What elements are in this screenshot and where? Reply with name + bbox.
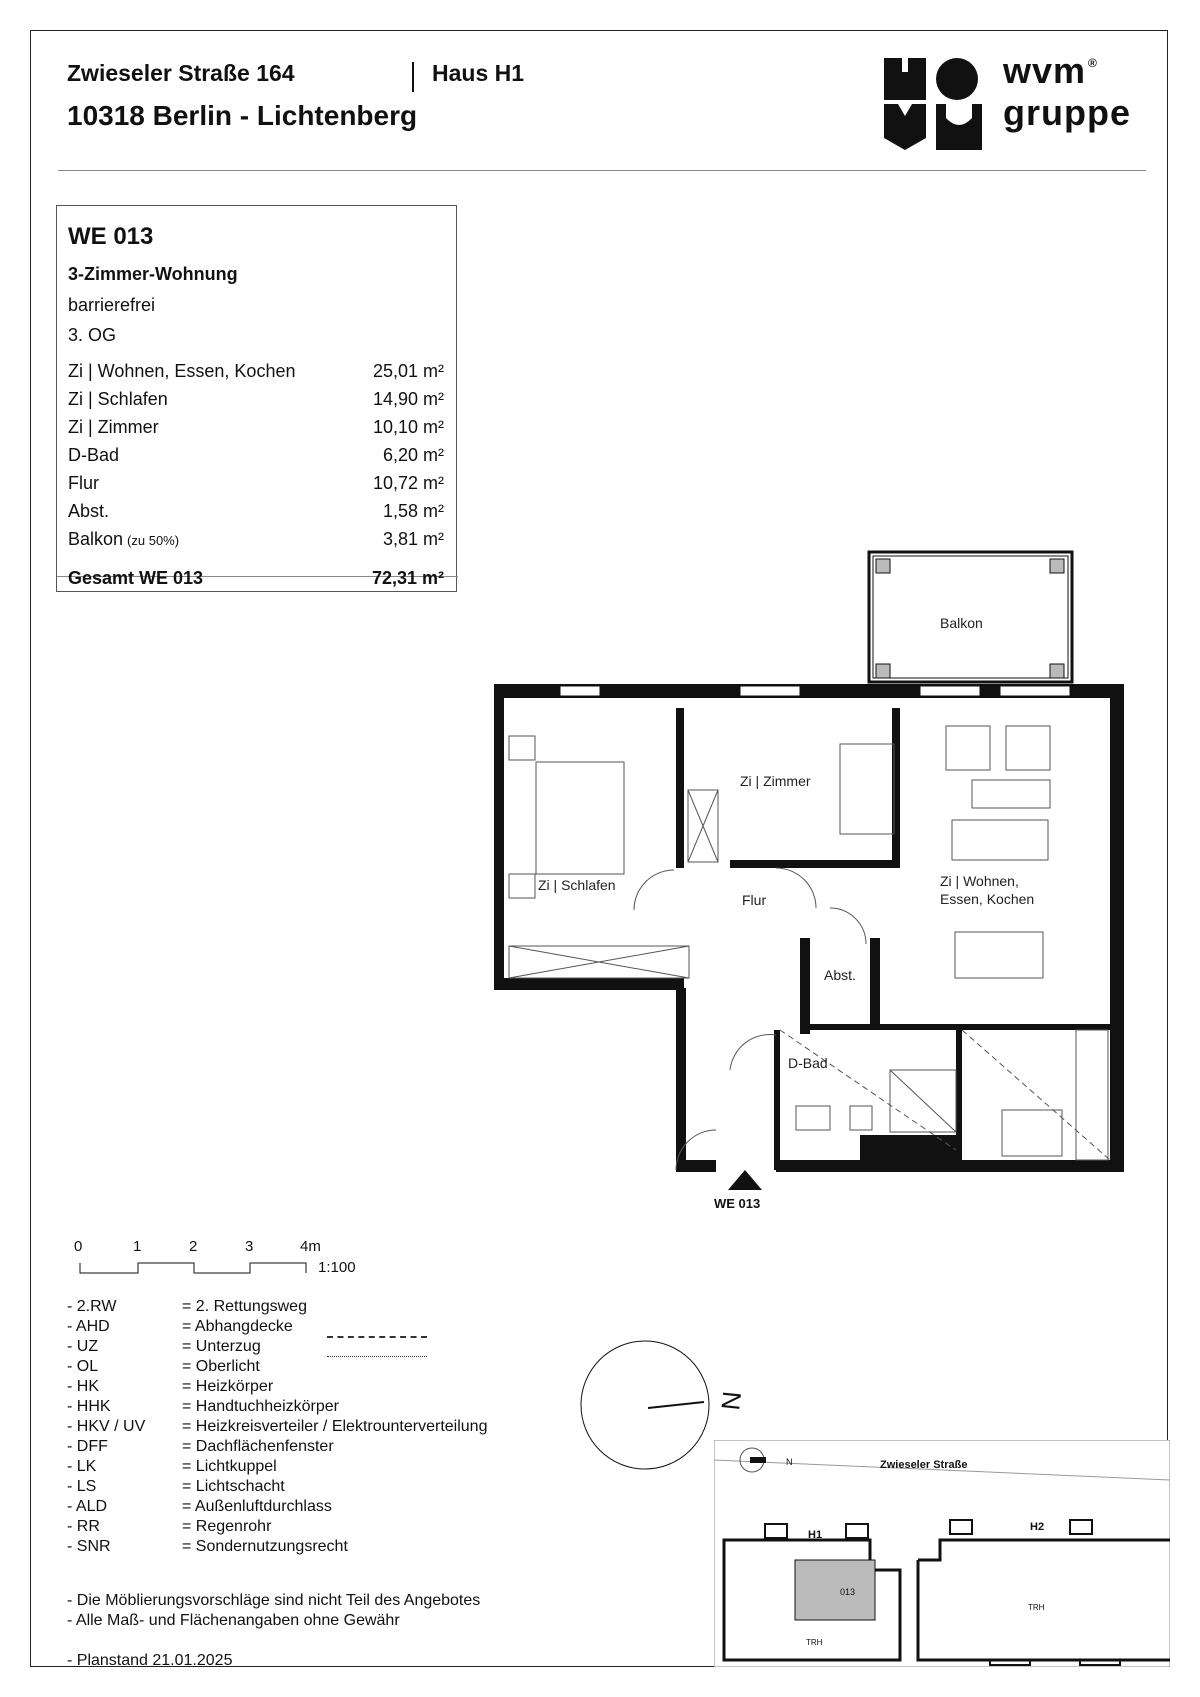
legend-row: - RR = Regenrohr	[67, 1518, 272, 1535]
site-plan	[714, 1440, 1170, 1667]
room-row	[68, 529, 444, 557]
site-trh-2: TRH	[1028, 1603, 1045, 1612]
room-area: 10,72 m²	[372, 473, 444, 493]
room-name: Balkon (zu 50%)	[68, 529, 180, 549]
total-label: Gesamt WE 013	[68, 568, 204, 588]
site-north: N	[786, 1457, 793, 1467]
unit-floor: 3. OG	[68, 325, 117, 345]
disclaimer-notes	[67, 1592, 480, 1632]
label-balkon: Balkon	[940, 615, 983, 631]
room-name: Abst.	[68, 501, 110, 521]
uz-line-sample	[327, 1356, 427, 1357]
room-name: Flur	[68, 473, 99, 493]
legend-row: - LS = Lichtschacht	[67, 1478, 285, 1495]
room-name: Zi | Zimmer	[68, 417, 159, 437]
building-label: Haus H1	[432, 60, 525, 86]
city-address: 10318 Berlin - Lichtenberg	[67, 100, 418, 131]
legend-row: - ALD = Außenluftdurchlass	[67, 1498, 332, 1515]
legend-row: - DFF = Dachflächenfenster	[67, 1438, 334, 1455]
label-wohnen-1: Zi | Wohnen,	[940, 873, 1019, 889]
unit-title: WE 013	[68, 223, 154, 250]
unit-type: 3-Zimmer-Wohnung	[68, 264, 238, 284]
room-area-list	[68, 361, 444, 557]
total-row	[68, 568, 444, 594]
room-row	[68, 389, 444, 417]
site-house-1: H1	[808, 1529, 823, 1541]
legend-row: - AHD = Abhangdecke	[67, 1318, 293, 1335]
unit-accessibility: barrierefrei	[68, 295, 156, 315]
entrance-label: WE 013	[714, 1196, 761, 1211]
room-name: Zi | Wohnen, Essen, Kochen	[68, 361, 296, 381]
room-area: 14,90 m²	[372, 389, 444, 409]
total-area: 72,31 m²	[371, 568, 444, 588]
room-area: 10,10 m²	[372, 417, 444, 437]
room-row	[68, 501, 444, 529]
legend-row: - UZ = Unterzug	[67, 1338, 261, 1355]
room-row	[68, 361, 444, 389]
room-area: 6,20 m²	[382, 445, 444, 465]
label-flur: Flur	[742, 892, 767, 908]
room-row	[68, 473, 444, 501]
wvm-logo-icon	[884, 58, 982, 150]
scale-tick-2: 2	[189, 1238, 198, 1255]
room-name: Zi | Schlafen	[68, 389, 168, 409]
header-separator	[412, 62, 414, 92]
site-house-2: H2	[1030, 1521, 1045, 1533]
room-row	[68, 445, 444, 473]
site-unit: 013	[840, 1587, 856, 1597]
legend-row: - HHK = Handtuchheizkörper	[67, 1398, 339, 1415]
label-bad: D-Bad	[788, 1055, 828, 1071]
scale-tick-3: 3	[245, 1238, 254, 1255]
legend-row: - HKV / UV = Heizkreisverteiler / Elektrounterverteilung	[67, 1418, 488, 1435]
site-street: Zwieseler Straße	[880, 1459, 968, 1471]
label-zimmer: Zi | Zimmer	[740, 773, 811, 789]
label-wohnen-2: Essen, Kochen	[940, 891, 1035, 907]
header-divider	[58, 170, 1146, 171]
note-line: - Alle Maß- und Flächenangaben ohne Gewähr	[67, 1612, 400, 1629]
compass-north: N	[715, 1389, 748, 1412]
legend-row: - HK = Heizkörper	[67, 1378, 274, 1395]
label-schlafen: Zi | Schlafen	[538, 877, 616, 893]
ahd-line-sample	[327, 1336, 427, 1338]
scale-tick-1: 1	[133, 1238, 142, 1255]
floor-plan	[470, 540, 1150, 1220]
room-row	[68, 417, 444, 445]
legend-row: - 2.RW = 2. Rettungsweg	[67, 1298, 307, 1315]
legend-row: - OL = Oberlicht	[67, 1358, 260, 1375]
scale-tick-4: 4m	[300, 1238, 321, 1255]
room-area: 3,81 m²	[382, 529, 444, 549]
entrance-arrow-icon	[728, 1170, 762, 1190]
scale-ratio: 1:100	[318, 1259, 356, 1276]
note-line: - Die Möblierungsvorschläge sind nicht Teil des Angebotes	[67, 1592, 481, 1609]
brand-line-2: gruppe	[1003, 92, 1131, 133]
scale-bar	[70, 1235, 400, 1295]
room-note: (zu 50%)	[127, 533, 180, 548]
scale-tick-0: 0	[74, 1238, 83, 1255]
room-area: 25,01 m²	[372, 361, 444, 381]
brand-name: wvm	[1003, 50, 1087, 91]
room-name: D-Bad	[68, 445, 120, 465]
legend-row: - LK = Lichtkuppel	[67, 1458, 277, 1475]
brand-line-1	[1003, 50, 1098, 92]
unit-info-box	[56, 205, 457, 592]
legend-row: - SNR = Sondernutzungsrecht	[67, 1538, 348, 1555]
plan-date: - Planstand 21.01.2025	[67, 1652, 233, 1669]
label-abst: Abst.	[824, 967, 856, 983]
room-area: 1,58 m²	[382, 501, 444, 521]
street-address: Zwieseler Straße 164	[67, 60, 295, 86]
registered-mark: ®	[1088, 56, 1098, 70]
site-trh-1: TRH	[806, 1638, 823, 1647]
